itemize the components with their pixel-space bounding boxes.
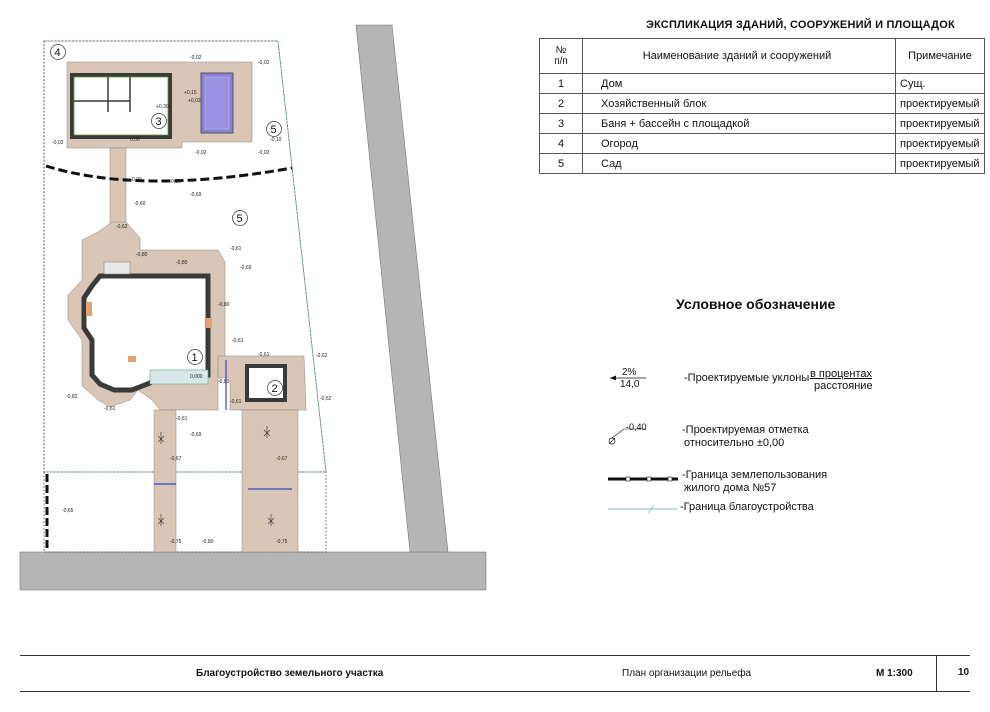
svg-text:-0,75: -0,75 — [170, 539, 182, 545]
svg-text:-0,02: -0,02 — [190, 55, 202, 61]
svg-text:-0,67: -0,67 — [170, 456, 182, 462]
mark-value: -0,40 — [626, 422, 647, 432]
svg-text:-0,65: -0,65 — [62, 508, 74, 514]
stamp-divider — [936, 655, 937, 691]
svg-text:0,00: 0,00 — [132, 177, 142, 183]
svg-text:0,00: 0,00 — [130, 137, 140, 143]
stamp-title: Благоустройство земельного участка — [196, 668, 384, 679]
driveway-right — [242, 410, 298, 552]
svg-text:-0,69: -0,69 — [240, 265, 252, 271]
svg-text:-0,80: -0,80 — [176, 260, 188, 266]
col-name: Наименование зданий и сооружений — [583, 39, 896, 74]
svg-text:-0,61: -0,61 — [230, 399, 242, 405]
legend-title: Условное обозначение — [676, 296, 836, 312]
zone-2-label: 2 — [271, 383, 278, 395]
slope-text: -Проектируемые уклоны — [684, 372, 810, 384]
svg-text:+0,02: +0,02 — [188, 98, 201, 104]
road-diagonal — [356, 25, 448, 552]
svg-text:-0,61: -0,61 — [232, 338, 244, 344]
table-row: 5 Сад проектируемый — [540, 154, 985, 174]
zone-5a-label: 5 — [270, 124, 277, 136]
slope-unit-bottom: расстояние — [814, 380, 873, 392]
table-row: 3 Баня + бассейн с площадкой проектируемый — [540, 114, 985, 134]
slope-distance: 14,0 — [620, 379, 640, 390]
boundary-line2: жилого дома №57 — [684, 482, 777, 494]
zone-4-label: 4 — [54, 47, 61, 59]
explication-table — [539, 38, 985, 174]
svg-text:+0,15: +0,15 — [184, 90, 197, 96]
svg-text:-0,60: -0,60 — [134, 201, 146, 207]
landscape-text: -Граница благоустройства — [680, 501, 814, 513]
svg-text:-0,67: -0,67 — [276, 456, 288, 462]
svg-text:-0,61: -0,61 — [230, 246, 242, 252]
table-row: 4 Огород проектируемый — [540, 134, 985, 154]
svg-text:-0,10: -0,10 — [270, 137, 282, 143]
svg-text:-0,80: -0,80 — [136, 252, 148, 258]
stamp-scale: М 1:300 — [876, 668, 913, 679]
svg-text:-0,61: -0,61 — [104, 406, 116, 412]
svg-text:+0,10: +0,10 — [168, 179, 181, 185]
road-strip — [20, 552, 486, 590]
landscape-boundary-symbol — [606, 502, 680, 516]
table-header — [540, 39, 985, 74]
stamp-bottom-line — [20, 691, 970, 692]
svg-text:0,000: 0,000 — [190, 374, 203, 380]
svg-text:-0,75: -0,75 — [276, 539, 288, 545]
house-step — [104, 262, 130, 274]
svg-text:-0,62: -0,62 — [320, 396, 332, 402]
zone-1-label: 1 — [191, 352, 198, 364]
svg-text:-0,02: -0,02 — [258, 150, 270, 156]
svg-text:-0,69: -0,69 — [190, 192, 202, 198]
svg-text:-0,69: -0,69 — [190, 432, 202, 438]
svg-text:-0,80: -0,80 — [218, 379, 230, 385]
svg-text:-0,61: -0,61 — [176, 416, 188, 422]
table-row: 2 Хозяйственный блок проектируемый — [540, 94, 985, 114]
svg-text:-0,82: -0,82 — [66, 394, 78, 400]
col-number: № п/п — [540, 39, 583, 74]
stamp-sheet-name: План организации рельефа — [622, 668, 752, 679]
svg-text:-0,62: -0,62 — [316, 353, 328, 359]
svg-text:-0,80: -0,80 — [218, 302, 230, 308]
zone-5b-label: 5 — [236, 213, 243, 225]
stamp-sheet-no: 10 — [958, 667, 970, 678]
svg-text:-0,02: -0,02 — [52, 140, 64, 146]
svg-text:+0,30: +0,30 — [156, 104, 169, 110]
path-north — [110, 148, 126, 228]
slope-percent: 2% — [622, 367, 637, 378]
explication-title: ЭКСПЛИКАЦИЯ ЗДАНИЙ, СООРУЖЕНИЙ И ПЛОЩАДОК — [646, 19, 955, 31]
svg-text:-0,02: -0,02 — [258, 60, 270, 66]
site-plan — [0, 0, 500, 600]
driveway-left — [154, 410, 176, 552]
svg-text:-0,61: -0,61 — [258, 352, 270, 358]
svg-text:-0,62: -0,62 — [116, 224, 128, 230]
boundary-line1: -Граница землепользования — [682, 469, 828, 481]
table-row: 1 Дом Сущ. — [540, 74, 985, 94]
mark-line1: -Проектируемая отметка — [682, 424, 809, 436]
stamp-top-line — [20, 655, 970, 656]
zone-3-label: 3 — [155, 116, 162, 128]
boundary-symbol — [606, 472, 680, 486]
col-note: Примечание — [896, 39, 985, 74]
mark-line2: относительно ±0,00 — [684, 437, 785, 449]
svg-text:-0,80: -0,80 — [202, 539, 214, 545]
slope-unit-top: в процентах — [810, 368, 872, 380]
svg-text:-0,02: -0,02 — [195, 150, 207, 156]
